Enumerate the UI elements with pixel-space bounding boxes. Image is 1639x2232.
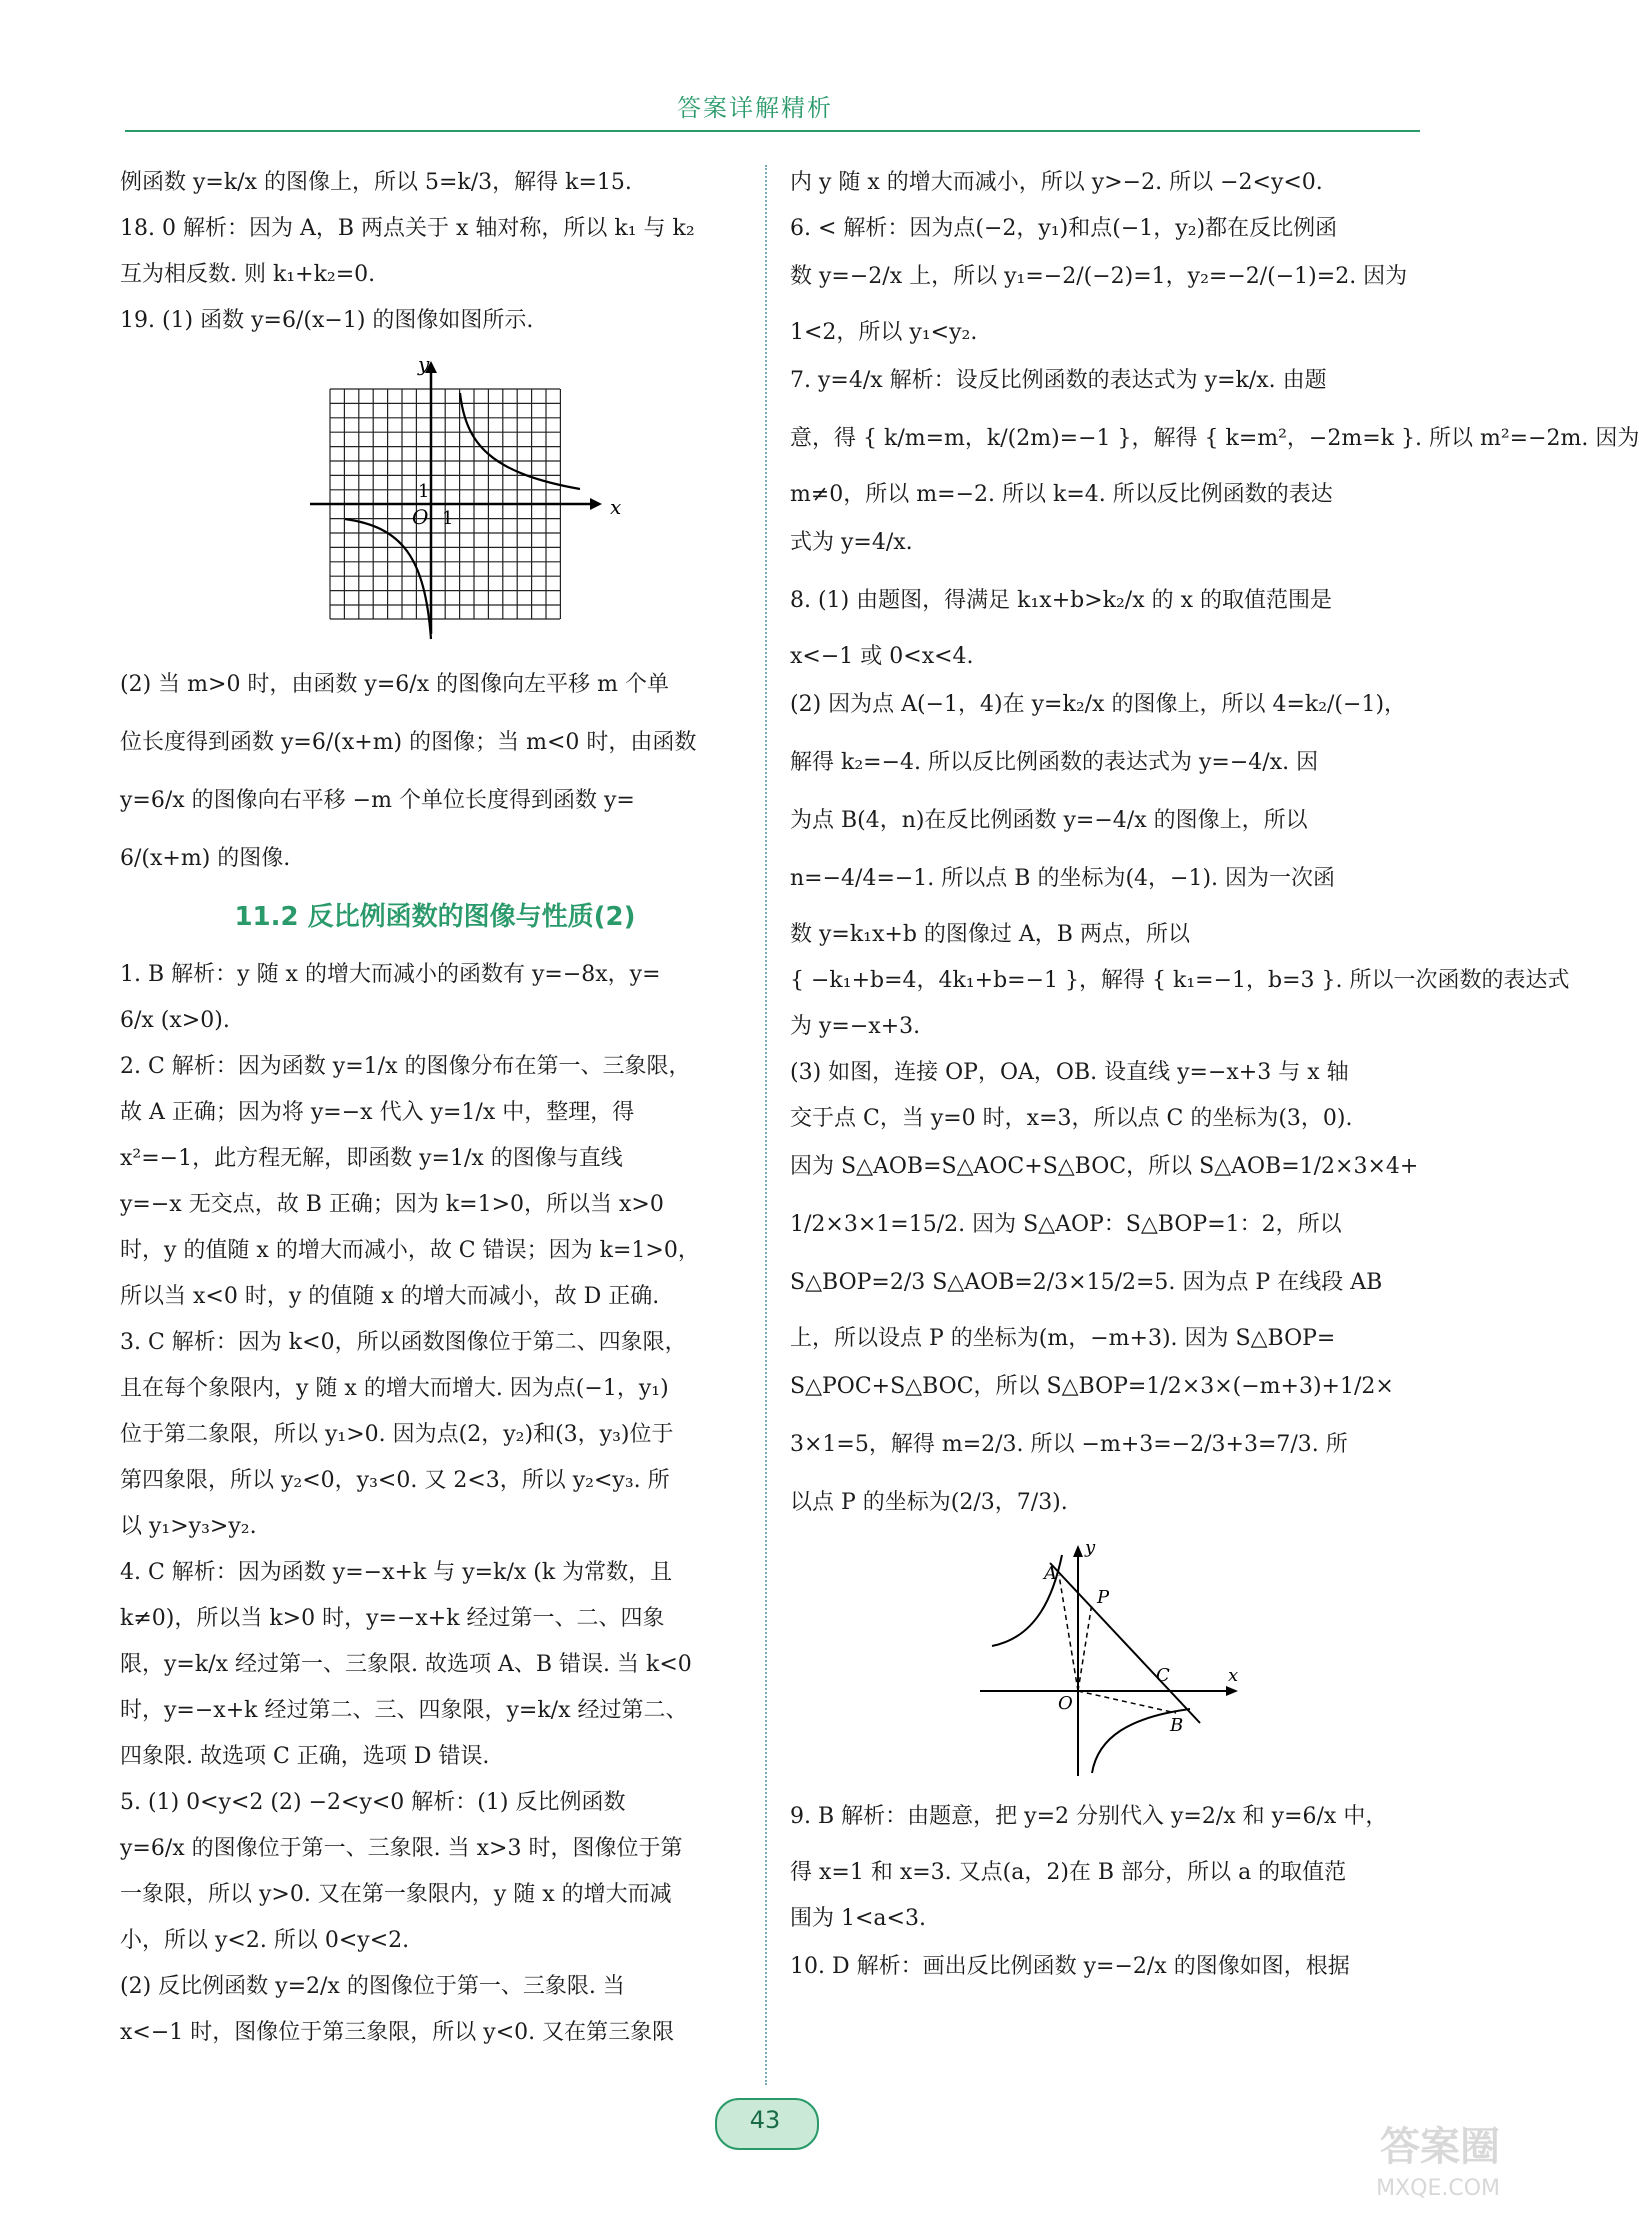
- segment-oa: [1059, 1575, 1078, 1691]
- origin-label: O: [412, 505, 429, 529]
- item-2-line: 2. C 解析：因为函数 y=1/x 的图像分布在第一、三象限，: [120, 1054, 691, 1079]
- text-line: 位于第二象限，所以 y₁>0. 因为点(2，y₂)和(3，y₃)位于: [120, 1422, 674, 1447]
- text-line: 数 y=k₁x+b 的图像过 A，B 两点，所以: [790, 922, 1190, 947]
- segment-op: [1078, 1603, 1092, 1691]
- text-line: 式为 y=4/x.: [790, 530, 913, 555]
- x-axis-arrow: [1226, 1686, 1238, 1696]
- point-b-label: B: [1170, 1715, 1184, 1736]
- point-a-label: A: [1044, 1563, 1057, 1584]
- item-4-line: 4. C 解析：因为函数 y=−x+k 与 y=k/x (k 为常数，且: [120, 1560, 673, 1585]
- text-line: 上，所以设点 P 的坐标为(m，−m+3). 因为 S△BOP=: [790, 1326, 1336, 1351]
- text-line: (2) 当 m>0 时，由函数 y=6/x 的图像向左平移 m 个单: [120, 672, 669, 697]
- item-18-line: 18. 0 解析：因为 A，B 两点关于 x 轴对称，所以 k₁ 与 k₂: [120, 216, 695, 241]
- text-line: 1<2，所以 y₁<y₂.: [790, 320, 978, 345]
- text-line: x<−1 时，图像位于第三象限，所以 y<0. 又在第三象限: [120, 2020, 675, 2045]
- text-line: 6/x (x>0).: [120, 1008, 230, 1033]
- segment-ob: [1078, 1691, 1176, 1713]
- text-line: 一象限，所以 y>0. 又在第一象限内，y 随 x 的增大而减: [120, 1882, 672, 1907]
- watermark-text: 答案圈: [1380, 2124, 1500, 2170]
- text-line: 小，所以 y<2. 所以 0<y<2.: [120, 1928, 410, 1953]
- text-line: 因为 S△AOB=S△AOC+S△BOC，所以 S△AOB=1/2×3×4+: [790, 1154, 1419, 1179]
- item-8-line: 8. (1) 由题图，得满足 k₁x+b>k₂/x 的 x 的取值范围是: [790, 588, 1332, 613]
- text-line: S△POC+S△BOC，所以 S△BOP=1/2×3×(−m+3)+1/2×: [790, 1374, 1394, 1399]
- text-line: 以 y₁>y₃>y₂.: [120, 1514, 257, 1539]
- text-line: S△BOP=2/3 S△AOB=2/3×15/2=5. 因为点 P 在线段 AB: [790, 1270, 1383, 1295]
- item-10-line: 10. D 解析：画出反比例函数 y=−2/x 的图像如图，根据: [790, 1954, 1350, 1979]
- y-axis-arrow: [1073, 1545, 1083, 1557]
- text-line: 1/2×3×1=15/2. 因为 S△AOP：S△BOP=1：2，所以: [790, 1212, 1342, 1237]
- x-axis-label: x: [610, 495, 622, 519]
- header-title: 答案详解精析: [677, 94, 833, 122]
- text-line: 6/(x+m) 的图像.: [120, 846, 291, 871]
- page-header: [0, 0, 1510, 140]
- item-3-line: 3. C 解析：因为 k<0，所以函数图像位于第二、四象限，: [120, 1330, 687, 1355]
- item-7-line: 7. y=4/x 解析：设反比例函数的表达式为 y=k/x. 由题: [790, 368, 1327, 393]
- text-line: 且在每个象限内，y 随 x 的增大而增大. 因为点(−1，y₁): [120, 1376, 669, 1401]
- text-line: n=−4/4=−1. 所以点 B 的坐标为(4，−1). 因为一次函: [790, 866, 1336, 891]
- origin-label: O: [1058, 1693, 1073, 1714]
- item-9-line: 9. B 解析：由题意，把 y=2 分别代入 y=2/x 和 y=6/x 中，: [790, 1804, 1388, 1829]
- text-line: 交于点 C，当 y=0 时，x=3，所以点 C 的坐标为(3，0).: [790, 1106, 1353, 1131]
- text-line: (2) 因为点 A(−1，4)在 y=k₂/x 的图像上，所以 4=k₂/(−1)，: [790, 692, 1407, 717]
- graph-line-and-hyperbola: [790, 1537, 1420, 1781]
- page-number-badge: [715, 2098, 815, 2146]
- y-axis-label: y: [1085, 1537, 1096, 1558]
- text-line: 解得 k₂=−4. 所以反比例函数的表达式为 y=−4/x. 因: [790, 750, 1319, 775]
- text-line: 为 y=−x+3.: [790, 1014, 921, 1039]
- text-line: 以点 P 的坐标为(2/3，7/3).: [790, 1490, 1068, 1515]
- text-line: 第四象限，所以 y₂<0，y₃<0. 又 2<3，所以 y₂<y₃. 所: [120, 1468, 670, 1493]
- curve-branch-upper: [460, 393, 580, 489]
- figure-19-graph: [120, 349, 750, 649]
- text-line: 所以当 x<0 时，y 的值随 x 的增大而减小，故 D 正确.: [120, 1284, 660, 1309]
- text-line: y=−x 无交点，故 B 正确；因为 k=1>0，所以当 x>0: [120, 1192, 664, 1217]
- header-rule: [125, 130, 1420, 132]
- text-line: 为点 B(4，n)在反比例函数 y=−4/x 的图像上，所以: [790, 808, 1308, 833]
- item-1-line: 1. B 解析：y 随 x 的增大而减小的函数有 y=−8x，y=: [120, 962, 661, 987]
- text-line: 围为 1<a<3.: [790, 1906, 926, 1931]
- text-line: 例函数 y=k/x 的图像上，所以 5=k/3，解得 k=15.: [120, 170, 632, 195]
- text-line: y=6/x 的图像位于第一、三象限. 当 x>3 时，图像位于第: [120, 1836, 683, 1861]
- text-line: 意，得 { k/m=m，k/(2m)=−1 }，解得 { k=m²，−2m=k }. 所以 m²=−2m. 因为: [790, 426, 1639, 451]
- text-line: 故 A 正确；因为将 y=−x 代入 y=1/x 中，整理，得: [120, 1100, 635, 1125]
- figure-8-graph: [790, 1537, 1420, 1781]
- text-line: 位长度得到函数 y=6/(x+m) 的图像；当 m<0 时，由函数: [120, 730, 697, 755]
- watermark-logo: [1310, 2120, 1500, 2220]
- text-line: x<−1 或 0<x<4.: [790, 644, 974, 669]
- item-6-line: 6. < 解析：因为点(−2，y₁)和点(−1，y₂)都在反比例函: [790, 216, 1338, 241]
- text-line: 得 x=1 和 x=3. 又点(a，2)在 B 部分，所以 a 的取值范: [790, 1860, 1347, 1885]
- text-line: y=6/x 的图像向右平移 −m 个单位长度得到函数 y=: [120, 788, 635, 813]
- point-p-label: P: [1097, 1587, 1110, 1608]
- text-line: (3) 如图，连接 OP，OA，OB. 设直线 y=−x+3 与 x 轴: [790, 1060, 1349, 1085]
- text-line: 数 y=−2/x 上，所以 y₁=−2/(−2)=1，y₂=−2/(−1)=2. 因为: [790, 264, 1408, 289]
- text-line: 互为相反数. 则 k₁+k₂=0.: [120, 262, 376, 287]
- item-19-line: 19. (1) 函数 y=6/(x−1) 的图像如图所示.: [120, 308, 534, 333]
- item-5-line: 5. (1) 0<y<2 (2) −2<y<0 解析：(1) 反比例函数: [120, 1790, 626, 1815]
- page-number: 43: [749, 2106, 781, 2134]
- text-line: k≠0)，所以当 k>0 时，y=−x+k 经过第一、二、四象: [120, 1606, 665, 1631]
- section-heading: 11.2 反比例函数的图像与性质(2): [234, 902, 636, 932]
- text-line: m≠0，所以 m=−2. 所以 k=4. 所以反比例函数的表达: [790, 482, 1333, 507]
- unit-y-label: 1: [418, 481, 430, 502]
- text-line: (2) 反比例函数 y=2/x 的图像位于第一、三象限. 当: [120, 1974, 625, 1999]
- graph-6-over-x-minus-1: [120, 349, 750, 649]
- point-c-label: C: [1156, 1665, 1170, 1686]
- text-line: 时，y 的值随 x 的增大而减小，故 C 错误；因为 k=1>0，: [120, 1238, 700, 1263]
- watermark-url: MXQE.COM: [1376, 2176, 1500, 2201]
- text-line: 时，y=−x+k 经过第二、三、四象限，y=k/x 经过第二、: [120, 1698, 688, 1723]
- text-line: x²=−1，此方程无解，即函数 y=1/x 的图像与直线: [120, 1146, 623, 1171]
- column-divider: [765, 165, 767, 2085]
- text-line: 内 y 随 x 的增大而减小，所以 y>−2. 所以 −2<y<0.: [790, 170, 1323, 195]
- left-column: [120, 165, 750, 2061]
- text-line: { −k₁+b=4，4k₁+b=−1 }，解得 { k₁=−1，b=3 }. 所以一次函数的表达式: [790, 968, 1570, 993]
- x-axis-arrow: [590, 498, 602, 510]
- right-column: [790, 165, 1639, 2005]
- x-axis-label: x: [1228, 1665, 1239, 1686]
- text-line: 四象限. 故选项 C 正确，选项 D 错误.: [120, 1744, 490, 1769]
- text-line: 3×1=5，解得 m=2/3. 所以 −m+3=−2/3+3=7/3. 所: [790, 1432, 1348, 1457]
- unit-x-label: 1: [442, 508, 454, 529]
- text-line: 限，y=k/x 经过第一、三象限. 故选项 A、B 错误. 当 k<0: [120, 1652, 692, 1677]
- y-axis-label: y: [418, 352, 430, 376]
